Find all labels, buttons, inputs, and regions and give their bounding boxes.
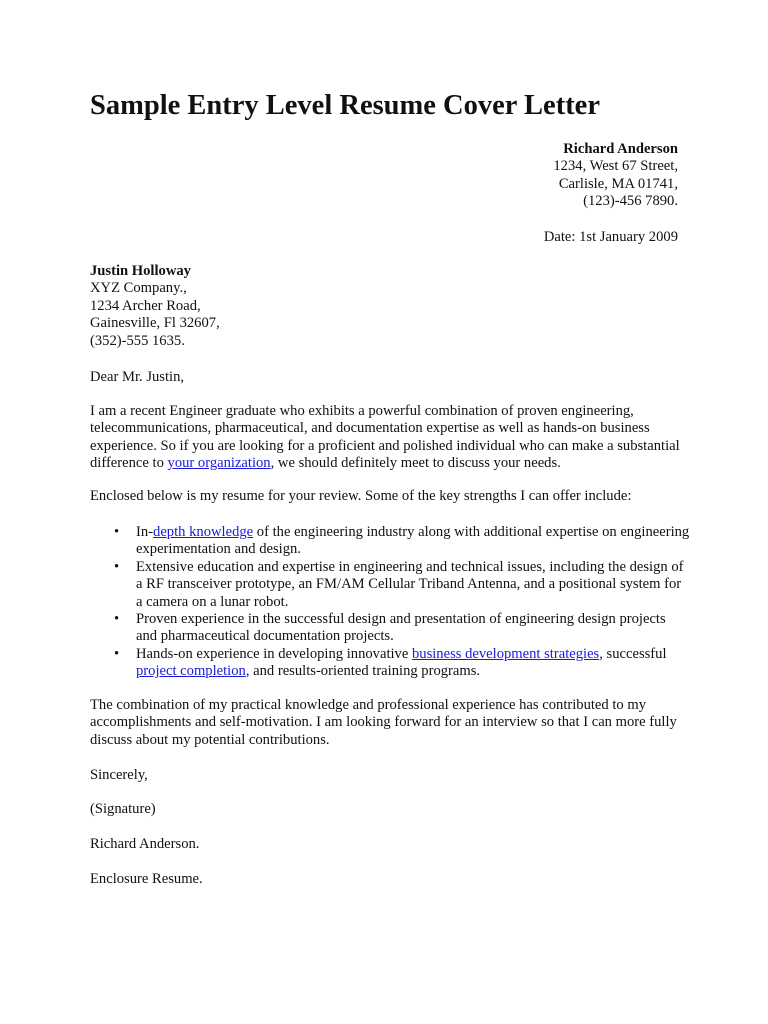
- sender-address-line: 1234, West 67 Street,: [553, 158, 678, 175]
- item-text: of the engineering industry along with additional expertise on engineering experimentation and design.: [136, 524, 690, 558]
- item-text: , successful: [599, 645, 667, 662]
- signature: (Signature): [90, 801, 156, 817]
- document-title: Sample Entry Level Resume Cover Letter: [90, 90, 600, 121]
- recipient-line: XYZ Company.,: [90, 280, 187, 297]
- recipient-line: (352)-555 1635.: [90, 332, 185, 349]
- sender-address-line: Carlisle, MA 01741,: [558, 175, 678, 192]
- signoff-name: Richard Anderson.: [90, 836, 200, 852]
- recipient-block: [90, 263, 690, 350]
- item-text: Extensive education and expertise in engineering and technical issues, including the design of a RF transceiver prototype, an FM/AM Cellular Triband Antenna, and a positional system for a camera on a lunar robot.: [136, 558, 684, 610]
- your-organization-link[interactable]: your organization: [167, 455, 271, 472]
- intro-text: I am a recent Engineer graduate who exhibits a powerful combination of proven engineering, telecommunications, pharmaceutical, and documentation expertise as well as hands-on business experience. So if you are looking for a proficient and polished individual who can make a substantial difference to: [90, 403, 680, 472]
- list-item: [90, 559, 690, 611]
- letter-date: Date: 1st January 2009: [543, 229, 678, 245]
- sender-address-line: (123)-456 7890.: [583, 193, 678, 210]
- bullet-icon: •: [114, 611, 120, 628]
- recipient-line: Gainesville, Fl 32607,: [90, 315, 220, 332]
- list-item: [90, 611, 690, 646]
- enclosure-note: Enclosure Resume.: [90, 871, 203, 887]
- sender-block: [553, 141, 678, 211]
- salutation: Dear Mr. Justin,: [90, 369, 185, 385]
- list-item: [90, 524, 690, 559]
- item-text: Hands-on experience in developing innovative: [136, 645, 412, 662]
- recipient-line: 1234 Archer Road,: [90, 297, 201, 314]
- list-item: [90, 646, 690, 681]
- intro-text-end: , we should definitely meet to discuss your needs.: [270, 455, 561, 472]
- item-text: Proven experience in the successful design and presentation of engineering design projects and pharmaceutical documentation projects.: [136, 611, 666, 645]
- project-completion-link[interactable]: project completion: [136, 663, 246, 680]
- item-text: In-: [136, 524, 154, 540]
- closing: Sincerely,: [90, 767, 148, 783]
- bullet-icon: •: [114, 558, 120, 575]
- depth-knowledge-link[interactable]: depth knowledge: [153, 524, 254, 540]
- intro-paragraph: [90, 403, 685, 473]
- bullet-icon: •: [114, 524, 120, 540]
- strengths-list: [90, 524, 690, 681]
- closing-paragraph: The combination of my practical knowledge and professional experience has contributed to my accomplishments and self-motivation. I am looking forward for an interview so that I can more fully discuss about my potential contributions.: [90, 697, 677, 748]
- recipient-name: Justin Holloway: [90, 263, 191, 279]
- business-development-link[interactable]: business development strategies: [411, 645, 600, 662]
- bullet-icon: •: [114, 645, 120, 662]
- item-text: , and results-oriented training programs.: [245, 663, 481, 680]
- strengths-intro: Enclosed below is my resume for your review. Some of the key strengths I can offer include:: [90, 488, 632, 504]
- sender-name: Richard Anderson: [563, 141, 678, 157]
